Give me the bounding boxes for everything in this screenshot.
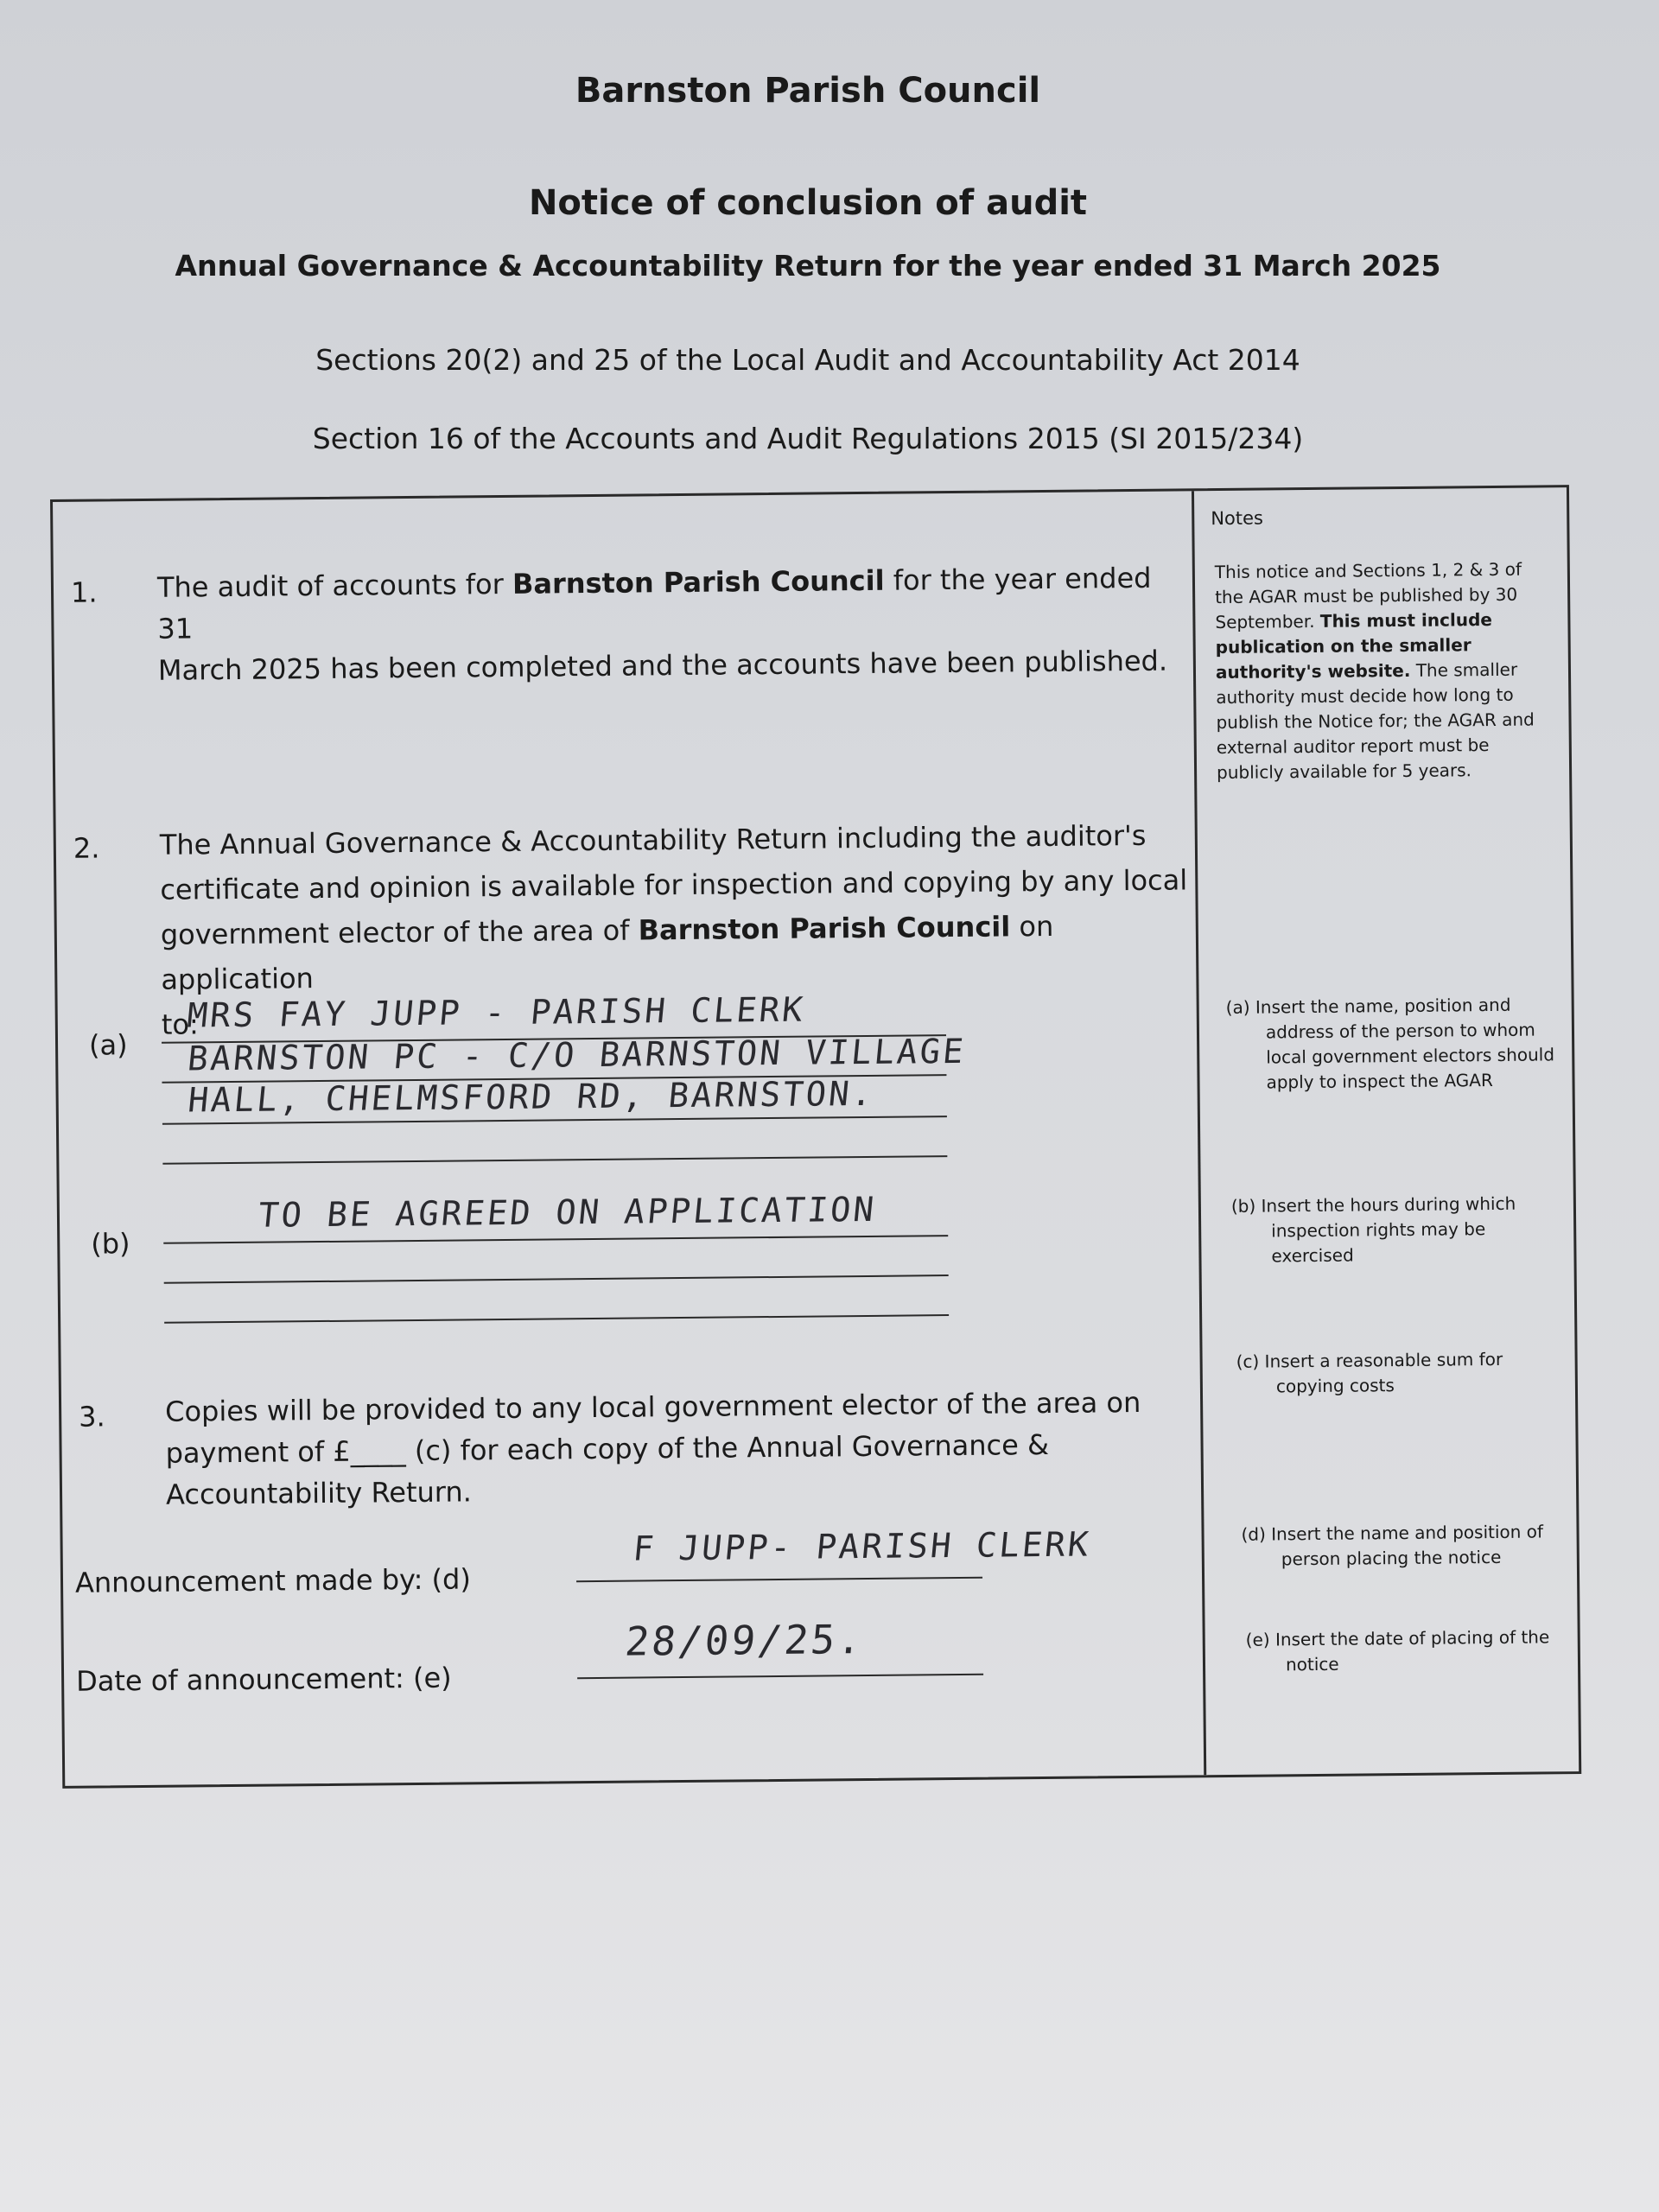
answer-line	[164, 1274, 949, 1284]
note-a	[1226, 992, 1573, 1096]
section-3-text	[165, 1381, 1194, 1515]
note-c	[1236, 1346, 1583, 1400]
note-line: (b) Insert the hours during which	[1230, 1192, 1516, 1217]
section-3-line: Accountability Return.	[165, 1475, 473, 1511]
note-line: apply to inspect the AGAR	[1266, 1070, 1493, 1093]
handwritten-made-by: F JUPP- PARISH CLERK	[631, 1525, 1093, 1569]
text-run: The audit of accounts for	[156, 567, 513, 604]
handwritten-b: TO BE AGREED ON APPLICATION	[256, 1190, 879, 1236]
regulation-reference: Section 16 of the Accounts and Audit Regulations 2015 (SI 2015/234)	[312, 422, 1304, 455]
note-e	[1246, 1624, 1592, 1678]
text-run: on application	[161, 909, 1054, 996]
answer-line	[163, 1235, 948, 1244]
answer-line	[577, 1674, 983, 1680]
section-3-line: Copies will be provided to any local government elector of the area on	[164, 1385, 1141, 1428]
note-line: exercised	[1271, 1244, 1354, 1267]
answer-line	[162, 1155, 947, 1165]
note-line: publicly available for 5 years.	[1216, 760, 1472, 784]
handwritten-a-line-1: MRS FAY JUPP - PARISH CLERK	[185, 990, 807, 1036]
section-2-number: 2.	[73, 831, 100, 865]
section-2-line: to:	[161, 1007, 199, 1041]
answer-line	[164, 1314, 949, 1324]
note-line: This notice and Sections 1, 2 & 3 of	[1214, 558, 1522, 583]
note-line	[1215, 607, 1552, 635]
section-2-line: The Annual Governance & Accountability Return including the auditor's	[159, 818, 1147, 861]
council-name: Barnston Parish Council	[575, 71, 1041, 111]
section-1-number: 1.	[70, 575, 98, 609]
act-reference: Sections 20(2) and 25 of the Local Audit and Accountability Act 2014	[315, 343, 1300, 377]
text-run: government elector of the area of	[160, 913, 639, 951]
note-text-bold: This must include	[1319, 608, 1493, 632]
return-title: Annual Governance & Accountability Return for the year ended 31 March 2025	[175, 249, 1441, 283]
section-1-line	[157, 556, 1178, 649]
handwritten-a-line-2: BARNSTON PC - C/O BARNSTON VILLAGE	[186, 1032, 968, 1079]
notice-title: Notice of conclusion of audit	[528, 183, 1088, 223]
note-line: notice	[1285, 1653, 1339, 1675]
handwritten-date: 28/09/25.	[623, 1615, 867, 1665]
note-line: inspection rights may be	[1271, 1218, 1486, 1242]
notes-column-divider	[1192, 491, 1206, 1775]
notice-table	[50, 485, 1581, 1789]
section-2-line: certificate and opinion is available for inspection and copying by any local	[160, 863, 1188, 906]
label-b: (b)	[91, 1227, 130, 1261]
note-d	[1241, 1519, 1587, 1573]
section-2-line	[161, 902, 1190, 1001]
note-line	[1216, 657, 1553, 685]
section-3-number: 3.	[79, 1400, 105, 1433]
council-name-bold: Barnston Parish Council	[638, 910, 1011, 947]
section-3-line: payment of £____ (c) for each copy of the Annual Governance &	[165, 1427, 1050, 1470]
note-line: authority must decide how long to	[1216, 683, 1514, 709]
note-b	[1231, 1191, 1578, 1269]
note-text: The smaller	[1410, 658, 1518, 681]
note-line: (a) Insert the name, position and	[1225, 994, 1511, 1018]
note-line: publication on the smaller	[1215, 634, 1471, 658]
note-line: (e) Insert the date of placing of the	[1245, 1626, 1550, 1650]
section-1-text	[157, 556, 1178, 690]
text-run: for the year ended 31	[157, 561, 1152, 645]
council-name-bold: Barnston Parish Council	[512, 563, 885, 601]
note-line: (c) Insert a reasonable sum for	[1236, 1348, 1503, 1372]
handwritten-a-line-3: HALL, CHELMSFORD RD, BARNSTON.	[186, 1074, 877, 1121]
note-publication	[1215, 556, 1554, 785]
note-line: (d) Insert the name and position of	[1241, 1521, 1544, 1545]
note-line: the AGAR must be published by 30	[1215, 583, 1518, 608]
notes-title: Notes	[1211, 507, 1264, 530]
announcement-made-by-label: Announcement made by: (d)	[74, 1562, 472, 1599]
label-a: (a)	[88, 1028, 128, 1062]
note-line: person placing the notice	[1281, 1546, 1502, 1570]
note-text: September.	[1215, 610, 1320, 633]
note-line: copying costs	[1275, 1375, 1395, 1397]
note-text-bold: authority's website.	[1215, 659, 1411, 683]
note-line: address of the person to whom	[1265, 1019, 1535, 1043]
note-line: local government electors should	[1266, 1044, 1555, 1068]
date-of-announcement-label: Date of announcement: (e)	[75, 1661, 452, 1698]
note-line: external auditor report must be	[1216, 734, 1490, 759]
note-line: publish the Notice for; the AGAR and	[1216, 709, 1535, 734]
section-1-line: March 2025 has been completed and the accounts have been published.	[157, 644, 1168, 687]
answer-line	[576, 1577, 982, 1583]
